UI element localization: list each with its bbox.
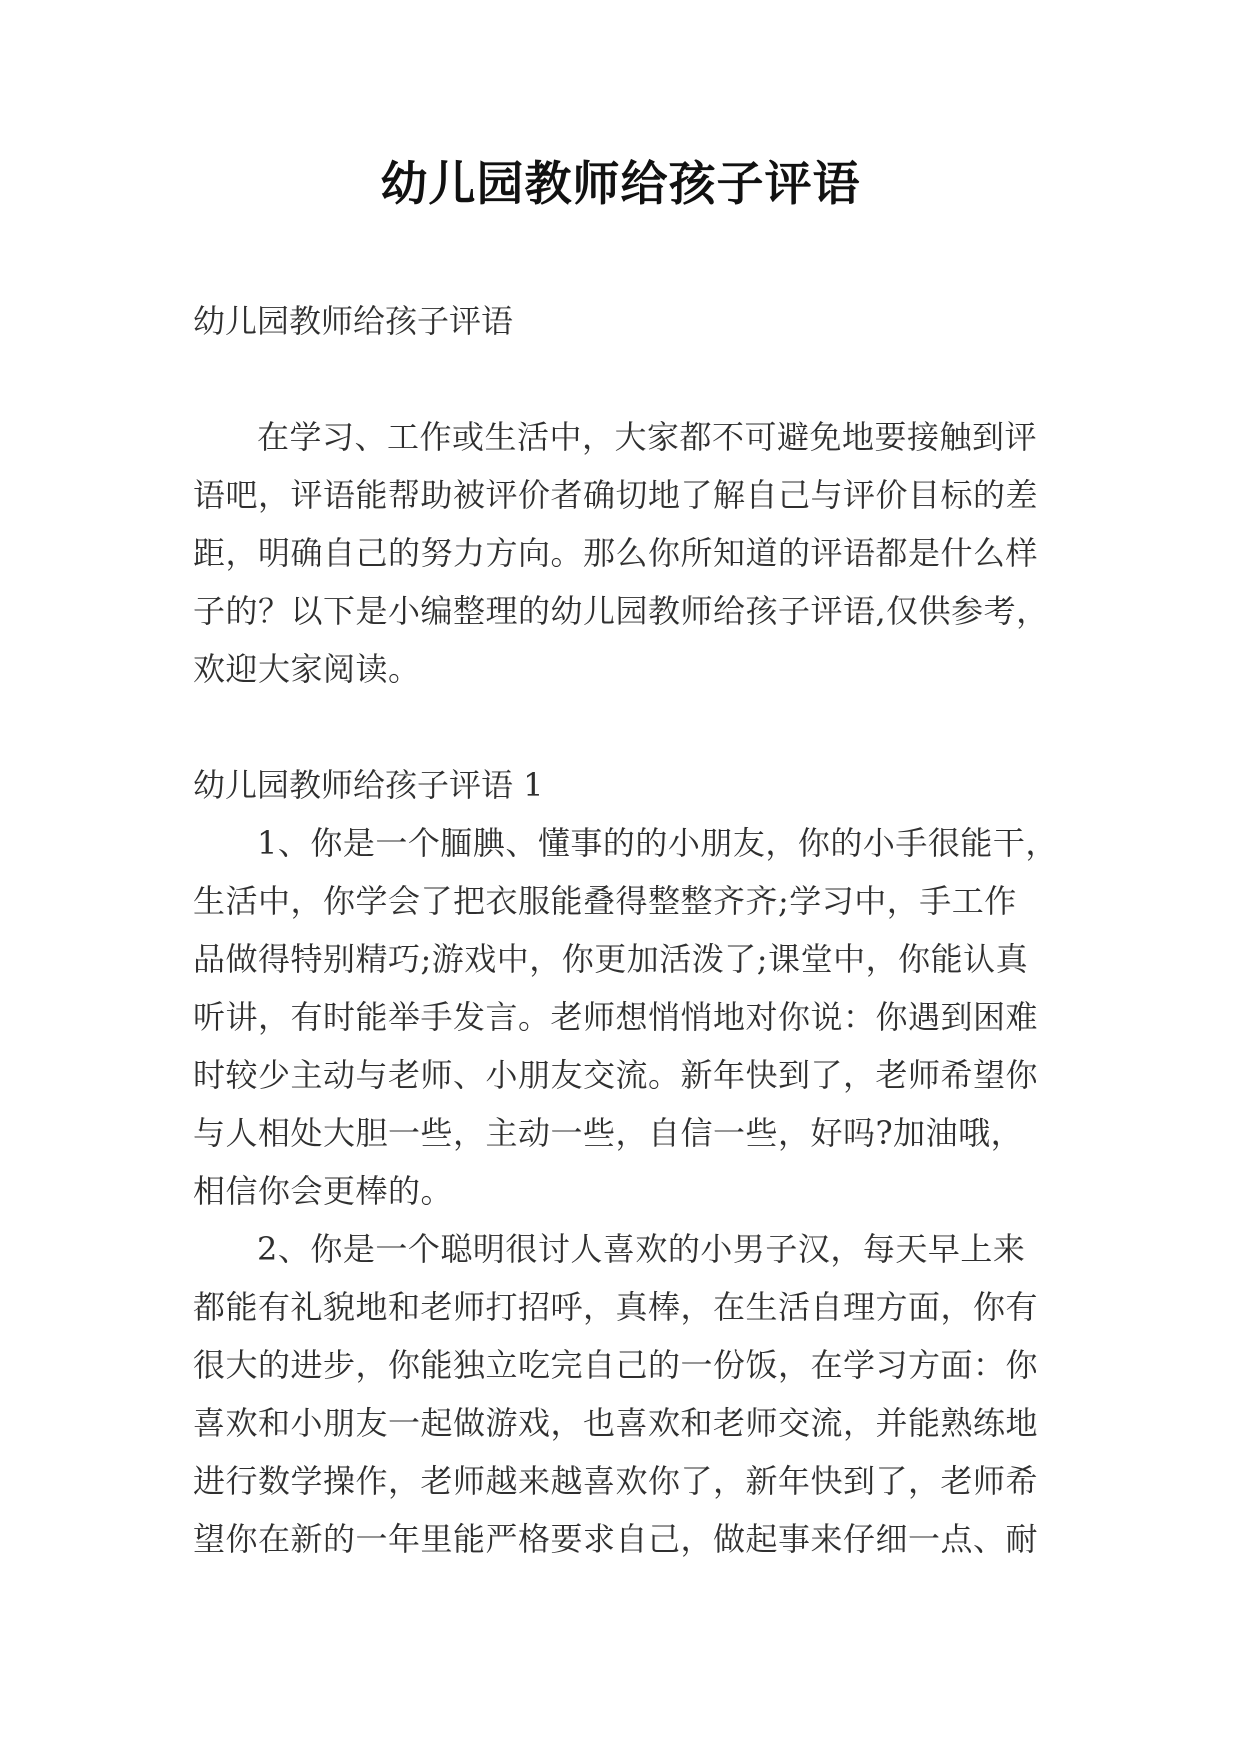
spacer bbox=[193, 350, 1063, 408]
text-line: 都能有礼貌地和老师打招呼，真棒，在生活自理方面，你有 bbox=[193, 1288, 1039, 1326]
text-line: 距，明确自己的努力方向。那么你所知道的评语都是什么样 bbox=[193, 534, 1039, 572]
text-line: 品做得特别精巧;游戏中，你更加活泼了;课堂中，你能认真 bbox=[193, 940, 1029, 978]
spacer bbox=[193, 698, 1063, 756]
text-line: 欢迎大家阅读。 bbox=[193, 650, 421, 688]
text-line: 喜欢和小朋友一起做游戏，也喜欢和老师交流，并能熟练地 bbox=[193, 1404, 1039, 1442]
text-line: 时较少主动与老师、小朋友交流。新年快到了，老师希望你 bbox=[193, 1056, 1039, 1094]
text-line: 望你在新的一年里能严格要求自己，做起事来仔细一点、耐 bbox=[193, 1520, 1039, 1558]
text-line: 与人相处大胆一些，主动一些，自信一些，好吗?加油哦， bbox=[193, 1114, 1024, 1152]
text-line: 子的？以下是小编整理的幼儿园教师给孩子评语,仅供参考， bbox=[193, 592, 1049, 630]
text-line: 2、你是一个聪明很讨人喜欢的小男子汉，每天早上来 bbox=[257, 1230, 1026, 1268]
comment-paragraph-1 bbox=[193, 814, 1063, 1220]
text-line: 生活中，你学会了把衣服能叠得整整齐齐;学习中，手工作 bbox=[193, 882, 1017, 920]
text-line: 在学习、工作或生活中，大家都不可避免地要接触到评 bbox=[257, 418, 1038, 456]
text-line: 进行数学操作，老师越来越喜欢你了，新年快到了，老师希 bbox=[193, 1462, 1039, 1500]
document-subtitle: 幼儿园教师给孩子评语 bbox=[193, 302, 514, 340]
page-title: 幼儿园教师给孩子评语 bbox=[380, 157, 861, 212]
text-line: 1、你是一个腼腆、懂事的的小朋友，你的小手很能干， bbox=[257, 824, 1058, 862]
intro-paragraph bbox=[193, 408, 1063, 698]
text-line: 语吧，评语能帮助被评价者确切地了解自己与评价目标的差 bbox=[193, 476, 1039, 514]
document-body bbox=[193, 292, 1063, 1568]
text-line: 很大的进步，你能独立吃完自己的一份饭，在学习方面：你 bbox=[193, 1346, 1039, 1384]
section-heading: 幼儿园教师给孩子评语 1 bbox=[193, 766, 544, 804]
text-line: 听讲，有时能举手发言。老师想悄悄地对你说：你遇到困难 bbox=[193, 998, 1039, 1036]
comment-paragraph-2 bbox=[193, 1220, 1063, 1568]
text-line: 相信你会更棒的。 bbox=[193, 1172, 454, 1210]
